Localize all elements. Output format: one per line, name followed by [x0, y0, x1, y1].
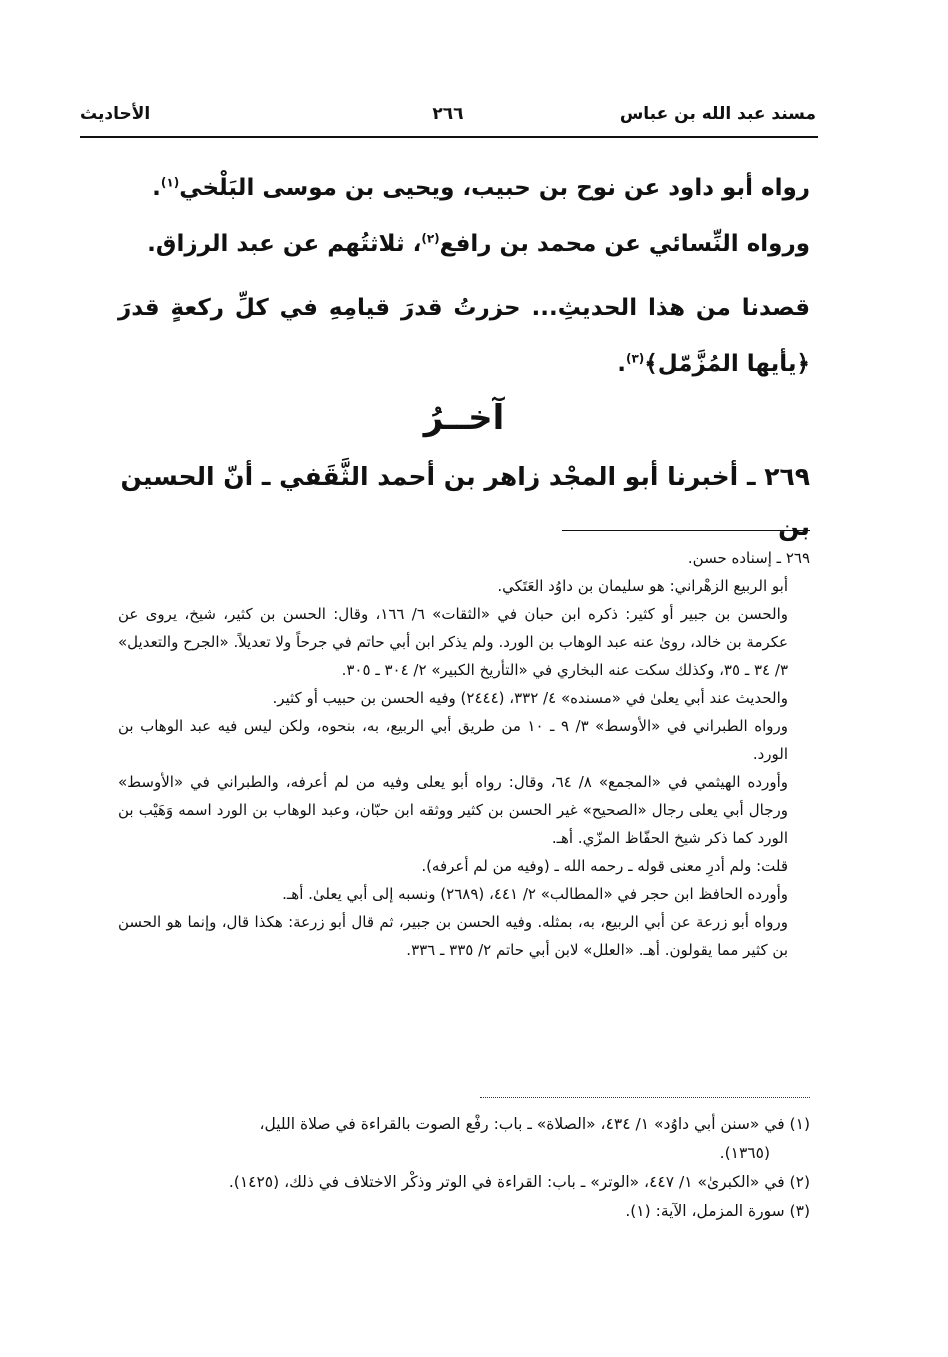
running-head: [80, 100, 816, 136]
main-line-3-end: .: [617, 351, 626, 377]
commentary-para: أبو الربيع الزهْراني: هو سليمان بن داوُد العَتَكي.: [497, 577, 788, 595]
footnote-1-continued: (١٣٦٥).: [719, 1144, 770, 1162]
main-text: [118, 160, 810, 392]
page-number: ٢٦٦: [432, 104, 464, 124]
commentary-para: ورواه أبو زرعة عن أبي الربيع، به، بمثله. وفيه الحسن بن جبير، ثم قال أبو زرعة: هكذا قال، وإنما هو الحسن بن كثير مما يقولون. أهـ. «العلل» لابن أبي حاتم ٢/ ٣٣٥ ـ ٣٣٦.: [118, 913, 788, 959]
commentary-para: ٢٦٩ ـ إسناده حسن.: [687, 549, 810, 567]
footnote-ref-2[interactable]: (٢): [421, 231, 440, 246]
footnotes-separator: [480, 1097, 810, 1098]
section-name: الأحاديث: [80, 104, 151, 124]
commentary-para: والحسن بن جبير أو كثير: ذكره ابن حبان في «الثقات» ٦/ ١٦٦، وقال: الحسن بن كثير، شيخ، يروى عن عكرمة بن خالد، روىٰ عنه عبد الوهاب بن الورد. ولم يذكر ابن أبي حاتم في جرحاً ولا تعديلاً. «الجرح والتعديل» ٣/ ٣٤ ـ ٣٥، وكذلك سكت عنه البخاري في «التأريخ الكبير» ٢/ ٣٠٤ ـ ٣٠٥.: [118, 605, 788, 679]
book-title: مسند عبد الله بن عباس: [619, 104, 816, 124]
commentary-para: قلت: ولم أدرِ معنى قوله ـ رحمه الله ـ (وفيه من لم أعرفه).: [421, 857, 788, 875]
footnote-2: (٢) في «الكبرىٰ» ١/ ٤٤٧، «الوتر» ـ باب: القراءة في الوتر وذكْر الاختلاف في ذلك، (١٤٢٥).: [228, 1173, 810, 1191]
footnote-1: (١) في «سنن أبي داوُد» ١/ ٤٣٤، «الصلاة» ـ باب: رفْع الصوت بالقراءة في صلاة الليل،: [259, 1115, 810, 1133]
main-line-3: [118, 280, 810, 392]
footnotes: [118, 1110, 810, 1226]
main-line-2-text-a: ورواه النِّسائي عن محمد بن رافع: [439, 231, 810, 257]
main-line-1-text: رواه أبو داود عن نوح بن حبيب، ويحيى بن موسى البَلْخي: [179, 175, 810, 201]
hadith-269-start: ٢٦٩ ـ أخبرنا أبو المجْد زاهر بن أحمد الثَّقَفي ـ أنّ الحسين بن: [120, 462, 810, 541]
commentary-para: والحديث عند أبي يعلىٰ في «مسنده» ٤/ ٣٣٢، (٢٤٤٤) وفيه الحسن بن حبيب أو كثير.: [272, 689, 788, 707]
section-title: آخــرُ: [423, 398, 505, 438]
notes-separator: [562, 530, 810, 531]
main-line-1-end: .: [152, 175, 161, 201]
commentary: [118, 544, 810, 964]
commentary-para: وأورده الهيثمي في «المجمع» ٨/ ٦٤، وقال: رواه أبو يعلى وفيه من لم أعرفه، والطبراني في «الأوسط» ورجال أبي يعلى رجال «الصحيح» غير الحسن بن كثير ووثقه ابن حبّان، وعبد الوهاب بن الورد اسمه وَهَيْب بن الورد كما ذكر شيخ الحفّاظ المزّي. أهـ.: [118, 773, 788, 847]
main-line-2: [118, 216, 810, 272]
commentary-para: وأورده الحافظ ابن حجر في «المطالب» ٢/ ٤٤١، (٢٦٨٩) ونسبه إلى أبي يعلىٰ. أهـ.: [282, 885, 788, 903]
footnote-3: (٣) سورة المزمل، الآية: (١).: [625, 1202, 810, 1220]
header-rule: [80, 136, 818, 138]
main-line-3-text: قصدنا من هذا الحديثِ... حزرتُ قدرَ قيامِهِ في كلِّ ركعةٍ قدرَ ﴿يأيها المُزَّمّل﴾: [118, 295, 810, 377]
main-line-1: [118, 160, 810, 216]
commentary-para: ورواه الطبراني في «الأوسط» ٣/ ٩ ـ ١٠ من طريق أبي الربيع، به، بنحوه، ولكن ليس فيه عبد الوهاب بن الورد.: [118, 717, 788, 763]
footnote-ref-3[interactable]: (٣): [625, 351, 645, 366]
footnote-ref-1[interactable]: (١): [160, 175, 180, 190]
main-line-2-text-b: ، ثلاثتُهم عن عبد الرزاق.: [147, 231, 422, 257]
